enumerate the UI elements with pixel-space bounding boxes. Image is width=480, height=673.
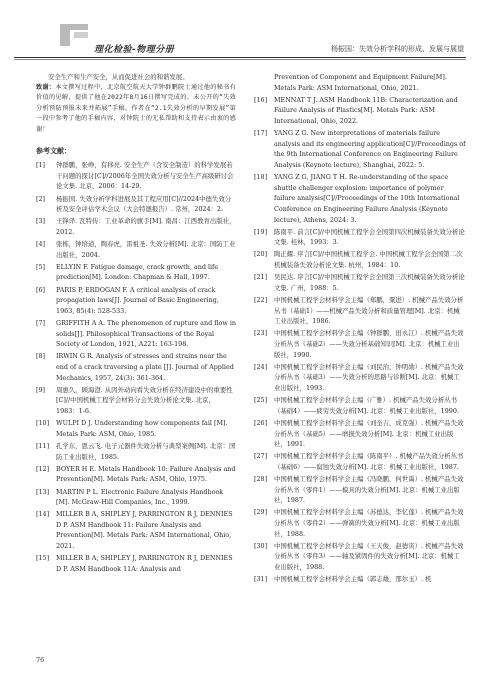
reference-item <box>254 295 466 327</box>
reference-number: [27] <box>254 452 268 461</box>
reference-number: [10] <box>36 419 50 428</box>
reference-text: BOYER H E. Metals Handbook 10: Failure Analysis and Prevention[M]. Metals Park: ASM, Ohio, 1975. <box>56 464 236 484</box>
reference-number: [7] <box>36 319 46 328</box>
reference-number: [25] <box>254 396 268 405</box>
reference-item <box>36 487 236 508</box>
journal-name: 理化检验-物理分册 <box>94 45 175 55</box>
reference-text: 张栋，钟培道，陶春虎，雷祖圣. 失效分析[M]. 北京：国防工业出版社，2004. <box>56 240 236 259</box>
reference-text: PARIS P, ERDOGAN F. A critical analysis of crack propagation laws[J]. Journal of Basic Engineering, 1963, 85(4): 528-533. <box>56 285 219 315</box>
reference-text: 中国机械工程学会材料学会主编（刘奎吉，成克强）. 机械产品失效分析丛书（基础5）——磨损失效分析[M]. 北京：机械工业出版社，1991. <box>274 418 464 449</box>
reference-text: 王锋译. 瓦特传：工业革命的旗手[M]. 南昌：江西教育出版社，2012. <box>56 217 236 236</box>
reference-text: 陈南平. 前言[C]//中国机械工程学会全国第四次机械装备失效分析论文集. 桂林，1993：3. <box>274 227 465 247</box>
reference-text: WULPI D J. Understanding how components fail [M]. Metals Park: ASM, Ohio, 1985. <box>56 419 228 438</box>
reference-number: [4] <box>36 240 46 249</box>
reference-item <box>36 262 236 283</box>
reference-text: 中国机械工程学会材料学会主编（苏德达，李忆莲）. 机械产品失效分析丛书（零件2）——弹簧的失效分析[M]. 北京：机械工业出版社，1988. <box>274 508 464 538</box>
reference-number: [30] <box>254 541 268 550</box>
reference-number: [3] <box>36 217 46 226</box>
reference-text: 孔学东，恩云飞. 电子元器件失效分析与典型案例[M]. 北京：国防工业出版社，1985. <box>56 441 236 461</box>
reference-text: MARTIN P L. Electronic Failure Analysis Handbook [M]. McGraw-Hill Companies, Inc., 1999. <box>56 487 224 507</box>
reference-item <box>36 385 236 417</box>
reference-item <box>254 95 466 127</box>
reference-number: [1] <box>36 161 46 170</box>
reference-item <box>254 227 466 248</box>
page-header <box>0 0 480 62</box>
reference-item <box>36 553 236 574</box>
reference-item <box>254 474 466 506</box>
reference-number: [2] <box>36 194 46 203</box>
acknowledgement <box>36 83 236 136</box>
reference-item <box>254 128 466 170</box>
reference-text: 中国机械工程学会材料学会主编（陈南平）. 机械产品失效分析丛书（基础6）——腐蚀失效分析[M]. 北京：机械工业出版社，1987. <box>274 452 464 471</box>
reference-text: IRWIN G R. Analysis of stresses and strains near the end of a crack traversing a plate [J]. Journal of Applied Mechanics, 1957, 24(3): 361-364. <box>56 352 234 382</box>
reference-number: [14] <box>36 510 50 519</box>
reference-number: [13] <box>36 487 50 496</box>
reference-number: [9] <box>36 385 46 394</box>
reference-item <box>254 328 466 360</box>
reference-text: GRIFFITH A A. The phenomenon of rupture and flow in solids[J]. Philosophical Transactions of the Royal Society of London, 1921, A221: 163-198. <box>56 319 236 349</box>
reference-item <box>254 418 466 450</box>
reference-item <box>36 418 236 439</box>
reference-text: 钟群鹏，张峥，有移亮. 安全生产（含安全制造）的科学发展若干问题的探讨[C]//2006年全国失效分析与安全生产高级研讨会论文集. 北京，2006：14-29. <box>56 161 234 191</box>
reference-item <box>36 160 236 192</box>
header-rule <box>14 57 466 58</box>
reference-number: [15] <box>36 554 50 563</box>
ack-text: 本文撰写过程中，北京航空航天大学钟群鹏院士通过他的秘书有价值的见解，提供了他在2022年8月16日撰写完成的、未公开的“失效分析预防预报未来并拓展”手稿。作者在“2.1失效分析的早期发展”第一段中参考了他的手稿内容，对钟院士的无私帮助和支持表示由衷的感谢！ <box>36 83 236 133</box>
reference-text: 中国机械工程学会材料学会主编（刘民治，钟明勋）. 机械产品失效分析丛书（基础3）——失效分析的思路与诊断[M]. 北京：机械工业出版社，1993. <box>274 362 464 392</box>
reference-item <box>254 249 466 270</box>
reference-text: ELLYIN F. Fatigue damage, crack growth, and life prediction[M]. London: Chapman & Hall, 1997. <box>56 262 219 282</box>
reference-item <box>254 451 466 472</box>
reference-item <box>36 441 236 462</box>
reference-text: 陶正耀. 序言[C]//中国机械工程学会. 中国机械工程学会全国第二次机械装备失效分析论文集. 杭州，1984：10. <box>274 250 463 270</box>
reference-number: [23] <box>254 329 268 338</box>
reference-item <box>36 285 236 317</box>
reference-text: Prevention of Component and Equipment Failure[M]. Metals Park: ASM International, Ohio, 2021. <box>274 73 447 92</box>
reference-text: 周惠久，顾海澄. 从因外动向看失效分析在经济建设中的重要性[C]//中国机械工程学会材料分会失效分析论文集. 北京，1983：1-6. <box>56 385 233 415</box>
reference-item <box>36 194 236 215</box>
reference-item <box>36 216 236 237</box>
reference-list-right <box>254 95 466 585</box>
intro-paragraph: 安全生产和生产安全，从而促进社会的和谐发展。 <box>48 73 189 81</box>
reference-number: [31] <box>254 575 268 584</box>
reference-number: [17] <box>254 129 268 138</box>
reference-continuation <box>254 72 466 93</box>
reference-text: YANG Z G, JIANG T H. Re-understanding of the space shuttle challenger explosion: importance of polymer failure analysis[C]//Proceedings of the 10th International Conference on Engineering Failure Analysis (Keynote lecture), Athens, 2024: 3. <box>274 173 460 224</box>
reference-number: [26] <box>254 418 268 427</box>
reference-item <box>254 507 466 539</box>
reference-text: 中国机械工程学会材料学会主编（钟群鹏，田永江）. 机械产品失效分析丛书（基础2）——失效分析基础知识[M]. 北京：机械工业出版社，1990. <box>274 329 464 359</box>
reference-number: [18] <box>254 173 268 182</box>
page-number: 76 <box>36 656 45 664</box>
reference-item <box>36 509 236 551</box>
left-column <box>36 72 236 576</box>
reference-text: 中国机械工程学会材料学会主编（广雅）. 机械产品失效分析丛书（基础4）——疲劳失效分析[M]. 北京：机械工业出版社，1990. <box>274 396 459 415</box>
reference-number: [20] <box>254 250 268 259</box>
reference-number: [6] <box>36 285 46 294</box>
reference-item <box>254 574 466 585</box>
reference-item <box>36 318 236 350</box>
reference-number: [19] <box>254 227 268 236</box>
reference-text: MILLER B A, SHIPLEY J, PARRINGTON R J, DENNIES D P. ASM Handbook 11A: Analysis and <box>56 554 233 573</box>
reference-text: YANG Z G. New interpretations of materials failure analysis and its engineering application[C]//Proceedings of the 9th International Conference on Engineering Failure Analysis (Keynote lecture), Shanghai, 2022: 5. <box>274 129 466 169</box>
reference-list-left <box>36 160 236 574</box>
reference-item <box>36 464 236 485</box>
reference-item <box>254 541 466 573</box>
reference-item <box>254 395 466 416</box>
reference-item <box>254 272 466 293</box>
reference-text: 中国机械工程学会材料学会主编（郭志雄，那尔玉）. 机 <box>274 575 432 584</box>
reference-text: 中国机械工程学会材料学会主编（王天俊，赵德寅）. 机械产品失效分析丛书（零件3）——轴及紧固件的失效分析[M]. 北京：机械工业出版社，1988. <box>274 541 464 572</box>
header-rule-thin <box>14 59 466 60</box>
reference-number: [5] <box>36 262 46 271</box>
running-title: 杨振国：失效分析学科的形成、发展与展望 <box>331 45 464 53</box>
reference-text: 中国机械工程学会材料学会主编（郑鹏，粟进）. 机械产品失效分析丛书（基础1）——机械产品失效分析和质量管理[M]. 北京：机械工业出版社，1986. <box>274 296 464 326</box>
reference-number: [12] <box>36 464 50 473</box>
reference-item <box>36 239 236 260</box>
journal-logo <box>14 20 214 54</box>
reference-number: [28] <box>254 475 268 484</box>
reference-number: [21] <box>254 273 268 282</box>
reference-text: 中国机械工程学会材料学会主编（冯晓鹏，何世禹）. 机械产品失效分析丛书（零件1）——模具的失效分析[M]. 北京：机械工业出版社，1987. <box>274 475 464 505</box>
reference-item <box>36 351 236 383</box>
reference-item <box>254 362 466 394</box>
references-title: 参考文献： <box>36 146 71 155</box>
reference-number: [24] <box>254 362 268 371</box>
reference-number: [8] <box>36 352 46 361</box>
journal-mark-icon <box>60 24 88 46</box>
reference-text: 吴民达. 序言[C]//中国机械工程学会全国第三次机械装备失效分析论文集. 广州，1988：5. <box>274 273 465 292</box>
reference-number: [22] <box>254 296 268 305</box>
right-column <box>254 72 466 586</box>
reference-text: MENNAT T J. ASM Handbook 11B: Characterization and Failure Analysis of Plastics[M]. Metals Park: ASM International, Ohio, 2022. <box>274 95 458 125</box>
reference-text: 杨振国. 失效分析学科进展及其工程应用[C]//2024中德失效分析及安全评估学术会议（大会特邀报告）. 常州，2024：2. <box>56 194 232 214</box>
reference-number: [11] <box>36 441 50 450</box>
reference-number: [16] <box>254 95 268 104</box>
reference-text: MILLER B A, SHIPLEY J, PARRINGTON R J, DENNIES D P. ASM Handbook 11: Failure Analysis and Prevention[M]. Metals Park: ASM International, Ohio, 2021. <box>56 510 233 551</box>
reference-item <box>254 172 466 225</box>
ack-title: 致谢： <box>36 83 56 91</box>
reference-number: [29] <box>254 508 268 517</box>
